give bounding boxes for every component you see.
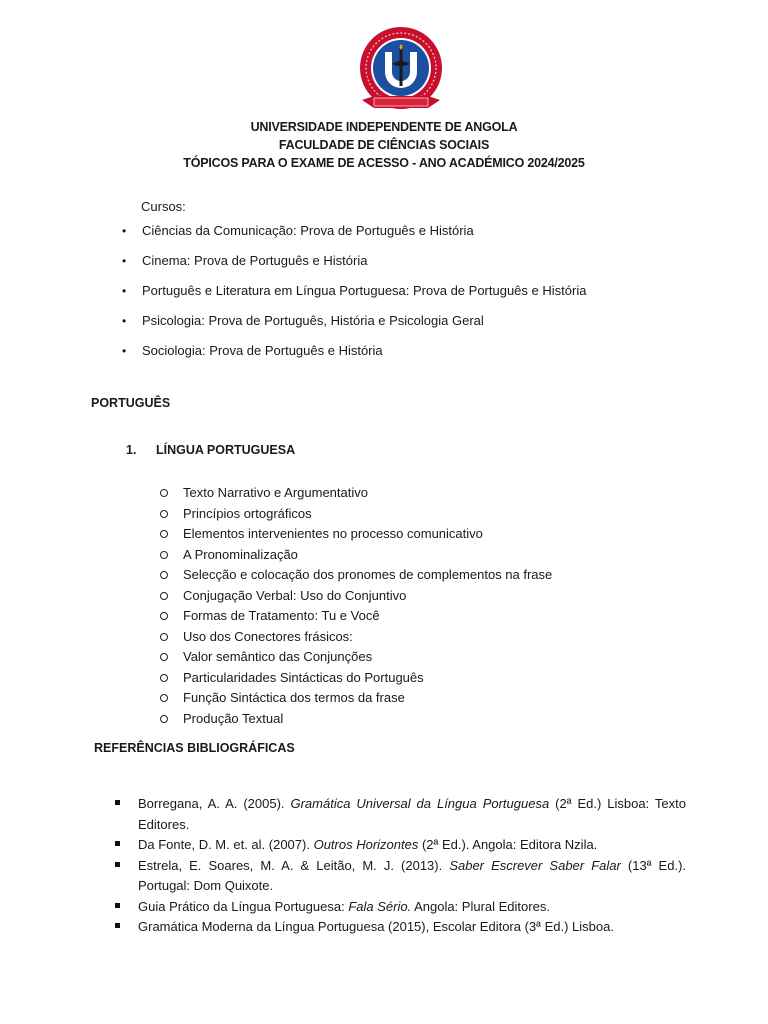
topics-list: [160, 484, 552, 730]
reference-item: Da Fonte, D. M. et. al. (2007). Outros Horizontes (2ª Ed.). Angola: Editora Nzila.: [114, 835, 686, 856]
exam-title: TÓPICOS PARA O EXAME DE ACESSO - ANO ACADÉMICO 2024/2025: [183, 156, 585, 170]
course-item: • Português e Literatura em Língua Portuguesa: Prova de Português e História: [122, 283, 587, 298]
topic-item: Particularidades Sintácticas do Português: [160, 669, 552, 690]
course-item: • Psicologia: Prova de Português, História e Psicologia Geral: [122, 313, 484, 328]
circle-bullet-icon: [160, 551, 168, 559]
reference-item: Borregana, A. A. (2005). Gramática Universal da Língua Portuguesa (2ª Ed.) Lisboa: Texto Editores.: [114, 794, 686, 835]
topic-item: Valor semântico das Conjunções: [160, 648, 552, 669]
document-header: [0, 118, 768, 172]
circle-bullet-icon: [160, 489, 168, 497]
circle-bullet-icon: [160, 674, 168, 682]
square-bullet-icon: [115, 800, 120, 805]
bullet-icon: •: [122, 284, 127, 298]
topic-item: Conjugação Verbal: Uso do Conjuntivo: [160, 587, 552, 608]
topic-item: Princípios ortográficos: [160, 505, 552, 526]
square-bullet-icon: [115, 903, 120, 908]
circle-bullet-icon: [160, 571, 168, 579]
topic-item: Texto Narrativo e Argumentativo: [160, 484, 552, 505]
bullet-icon: •: [122, 254, 127, 268]
section-title-portugues: PORTUGUÊS: [91, 396, 171, 410]
circle-bullet-icon: [160, 592, 168, 600]
topic-item: Produção Textual: [160, 710, 552, 731]
square-bullet-icon: [115, 841, 120, 846]
square-bullet-icon: [115, 923, 120, 928]
circle-bullet-icon: [160, 653, 168, 661]
square-bullet-icon: [115, 862, 120, 867]
subsection-label: LÍNGUA PORTUGUESA: [156, 443, 296, 457]
topic-item: Selecção e colocação dos pronomes de complementos na frase: [160, 566, 552, 587]
topic-item: Uso dos Conectores frásicos:: [160, 628, 552, 649]
university-seal-logo: [354, 26, 448, 116]
course-item: • Cinema: Prova de Português e História: [122, 253, 368, 268]
faculty-name: FACULDADE DE CIÊNCIAS SOCIAIS: [278, 138, 490, 152]
bullet-icon: •: [122, 314, 127, 328]
courses-label: Cursos:: [141, 199, 186, 214]
references-list: [114, 794, 686, 938]
topic-item: Função Sintáctica dos termos da frase: [160, 689, 552, 710]
reference-item: Guia Prático da Língua Portuguesa: Fala Sério. Angola: Plural Editores.: [114, 897, 686, 918]
topic-item: Formas de Tratamento: Tu e Você: [160, 607, 552, 628]
circle-bullet-icon: [160, 633, 168, 641]
reference-item: Gramática Moderna da Língua Portuguesa (2015), Escolar Editora (3ª Ed.) Lisboa.: [114, 917, 686, 938]
university-name: UNIVERSIDADE INDEPENDENTE DE ANGOLA: [250, 120, 518, 134]
circle-bullet-icon: [160, 715, 168, 723]
subsection-title: [126, 443, 295, 457]
course-item: • Sociologia: Prova de Português e História: [122, 343, 383, 358]
section-title-references: REFERÊNCIAS BIBLIOGRÁFICAS: [94, 741, 295, 755]
courses-list: [122, 222, 586, 372]
subsection-number: 1.: [126, 443, 137, 457]
circle-bullet-icon: [160, 694, 168, 702]
bullet-icon: •: [122, 344, 127, 358]
bullet-icon: •: [122, 224, 127, 238]
course-item: • Ciências da Comunicação: Prova de Português e História: [122, 223, 474, 238]
topic-item: A Pronominalização: [160, 546, 552, 567]
circle-bullet-icon: [160, 612, 168, 620]
circle-bullet-icon: [160, 510, 168, 518]
topic-item: Elementos intervenientes no processo comunicativo: [160, 525, 552, 546]
reference-item: Estrela, E. Soares, M. A. & Leitão, M. J. (2013). Saber Escrever Saber Falar (13ª Ed.). Portugal: Dom Quixote.: [114, 856, 686, 897]
circle-bullet-icon: [160, 530, 168, 538]
